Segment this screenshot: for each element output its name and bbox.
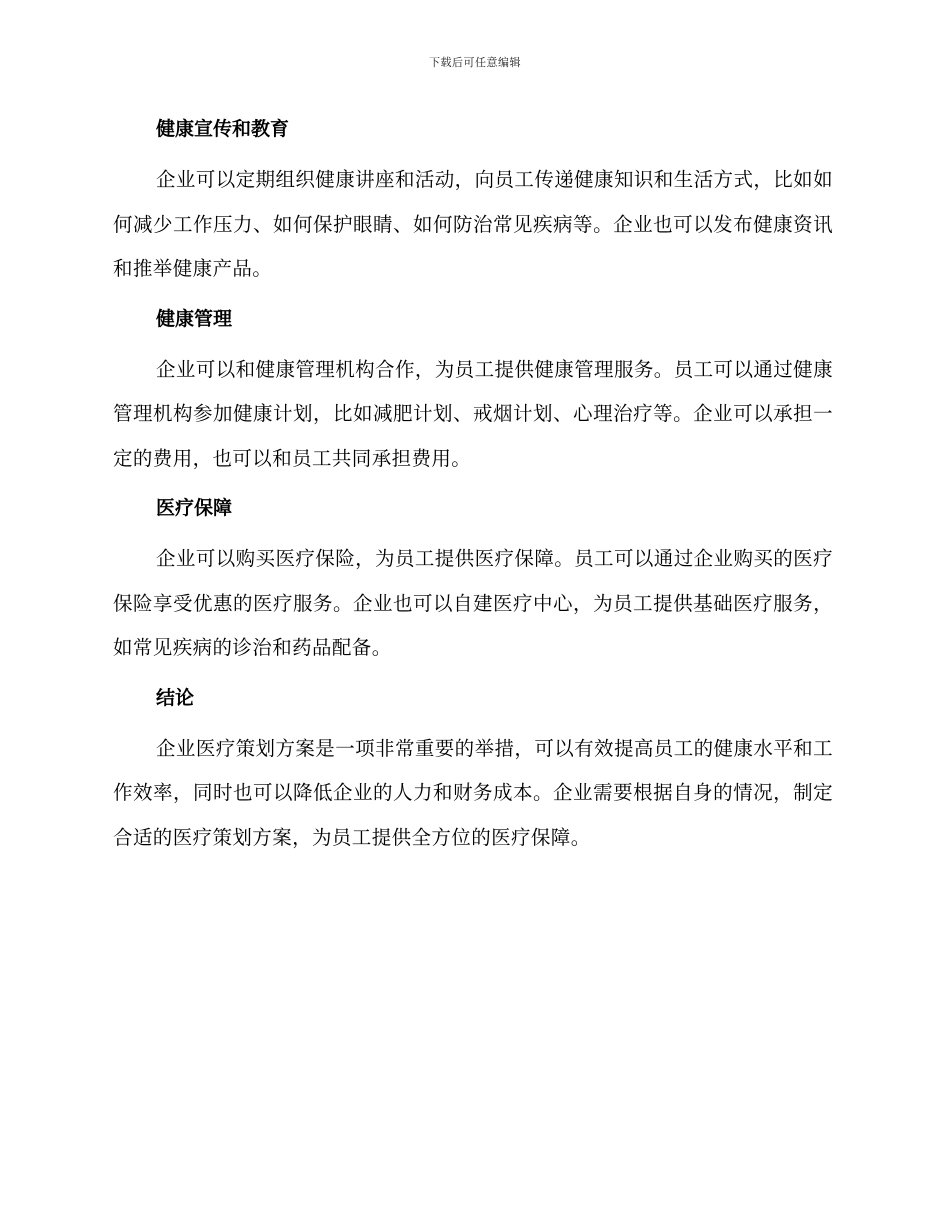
section-paragraph: 企业可以和健康管理机构合作，为员工提供健康管理服务。员工可以通过健康管理机构参加健康计划，比如减肥计划、戒烟计划、心理治疗等。企业可以承担一定的费用，也可以和员工共同承担费用。 <box>113 357 833 470</box>
section-conclusion <box>113 681 833 861</box>
section-paragraph: 企业可以购买医疗保险，为员工提供医疗保障。员工可以通过企业购买的医疗保险享受优惠的医疗服务。企业也可以自建医疗中心，为员工提供基础医疗服务，如常见疾病的诊治和药品配备。 <box>113 547 833 659</box>
section-health-management <box>113 302 833 482</box>
section-medical-security <box>113 491 833 671</box>
section-paragraph: 企业医疗策划方案是一项非常重要的举措，可以有效提高员工的健康水平和工作效率，同时也可以降低企业的人力和财务成本。企业需要根据自身的情况，制定合适的医疗策划方案，为员工提供全方位的医疗保障。 <box>113 736 833 849</box>
page-header-note: 下载后可任意编辑 <box>429 56 521 69</box>
section-health-education <box>113 112 833 292</box>
section-heading: 健康管理 <box>156 307 233 330</box>
document-body <box>113 112 833 870</box>
section-heading: 健康宣传和教育 <box>156 118 290 140</box>
section-heading: 医疗保障 <box>156 497 233 519</box>
section-heading: 结论 <box>156 686 195 709</box>
section-paragraph: 企业可以定期组织健康讲座和活动，向员工传递健康知识和生活方式，比如如何减少工作压力、如何保护眼睛、如何防治常见疾病等。企业也可以发布健康资讯和推举健康产品。 <box>113 168 833 280</box>
